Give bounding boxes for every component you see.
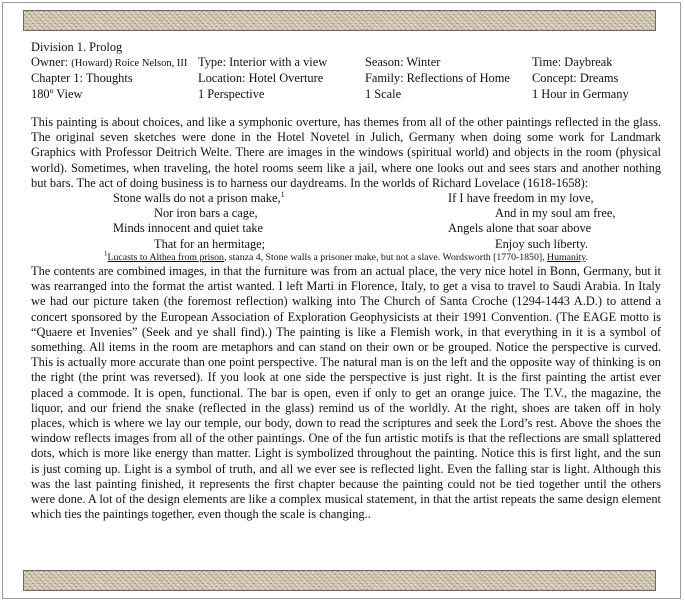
- header-row-2: [31, 55, 661, 71]
- footnote-ref: Humanity: [547, 252, 586, 264]
- main-paragraph: The contents are combined images, in that the furniture was from an actual place, the very nice hotel in Bonn, Germany, but it was rearranged into the format the artist wanted. I left Marti in Florence, Italy, to get a visa to travel to Saudi Arabia. In Italy we had our picture taken (the foremost reflection) walking into The Church of Santa Croche (1294-1443 A.D.) to attend a concert sponsored by the European Association of Exploration Geophysicists at their 1991 Convention. (The EAGE motto is “Quaere et Invenies” (Seek and ye shall find).) The painting is like a Flemish work, in that everything in it is a symbol of something. All items in the room are metaphors and can stand on their own or be grouped. Notice the perspective is curved. This is actually more accurate than one point perspective. The natural man is on the left and the opposite way of thinking is on the right (the print was reversed). If you look at one side the perspective is just right. It is the first painting the artist ever placed a commode. It is open, functional. The bar is open, even if only to get an orange juice. The T.V., the magazine, the liquor, and our friend the snake (reflected in the glass) remind us of the worldly. At the right, shoes are taken off in holy places, which is where we lay our temple, our body, down to read the scriptures and seek the Lord’s rest. Above the shoes the window reflects images from all of the other paintings. One of the fun artistic motifs is that the reflections are small splattered dots, which is more like energy than matter. Light is symbolized throughout the painting. Notice this is first light, and the sun is just coming up. Light is a symbol of truth, and all we ever see is reflected light. Even the falling star is light. Although this was the last painting finished, it represents the first chapter because the painting could not be tied together until the others were done. A lot of the design elements are like a complex musical statement, in that the artist repeats the same design element which ties the paintings together, even though the scale is changing..: [31, 264, 661, 522]
- owner-field: [31, 55, 198, 71]
- poem-line: Nor iron bars a cage,: [154, 206, 258, 221]
- poem-line: That for an hermitage;: [154, 236, 266, 251]
- division-label: Division 1. Prolog: [31, 40, 123, 54]
- footnote-source: Lucasts to Althea from prison: [107, 252, 224, 264]
- poem-line: Angels alone that soar above: [448, 221, 592, 236]
- family-field: Family: Reflections of Home: [365, 71, 510, 86]
- poem-right-column: [416, 191, 661, 252]
- header-row-3: [31, 71, 661, 86]
- type-field: Type: Interior with a view: [198, 55, 328, 70]
- poem-line: Enjoy such liberty.: [495, 236, 589, 251]
- header-row-4: [31, 87, 661, 102]
- header-row-1: [31, 40, 661, 55]
- hour-field: 1 Hour in Germany: [532, 86, 629, 101]
- poem-line: If I have freedom in my love,: [448, 191, 594, 206]
- season-field: Season: Winter: [365, 55, 441, 70]
- time-field: Time: Daybreak: [532, 55, 613, 70]
- top-decorative-band: [23, 10, 656, 31]
- owner-name: (Howard) Roice Nelson, III: [71, 58, 188, 70]
- document-body: [31, 115, 661, 522]
- location-field: Location: Hotel Overture: [198, 71, 324, 86]
- perspective-field: 1 Perspective: [198, 86, 265, 101]
- intro-paragraph: This painting is about choices, and like a symphonic overture, has themes from all of the other paintings reflected in the glass. The original seven sketches were done in the Hotel Novetel in Julich, Germany when doing some work for Landmark Graphics with Professor Deitrich Welte. There are images in the windows (spiritual world) and objects in the room (physical world). Sometimes, when traveling, the hotel rooms seem like a jail, where one looks out and sees stars and another nothing but bars. The act of doing business is to harness our daydreams. In the worlds of Richard Lovelace (1618-1658):: [31, 115, 661, 190]
- bottom-decorative-band: [23, 570, 656, 591]
- metadata-header: [31, 40, 661, 102]
- concept-field: Concept: Dreams: [532, 71, 619, 86]
- view-field: 180º View: [31, 86, 83, 101]
- poem-left-column: [31, 191, 301, 252]
- poem-block: [31, 191, 661, 252]
- poem-line: Minds innocent and quiet take: [113, 221, 264, 236]
- chapter-field: Chapter 1: Thoughts: [31, 71, 133, 86]
- footnote-marker: 1: [280, 189, 285, 199]
- scale-field: 1 Scale: [365, 86, 402, 101]
- owner-label: Owner:: [31, 55, 72, 70]
- poem-line: And in my soul am free,: [495, 206, 616, 221]
- poem-line: Stone walls do not a prison make,$^1$: [113, 189, 285, 206]
- footnote: $^1$Lucasts to Althea from prison, stanza 4, Stone walls a prisoner make, but not a slave. Wordsworth [1770-1850], Humanity.: [103, 249, 589, 264]
